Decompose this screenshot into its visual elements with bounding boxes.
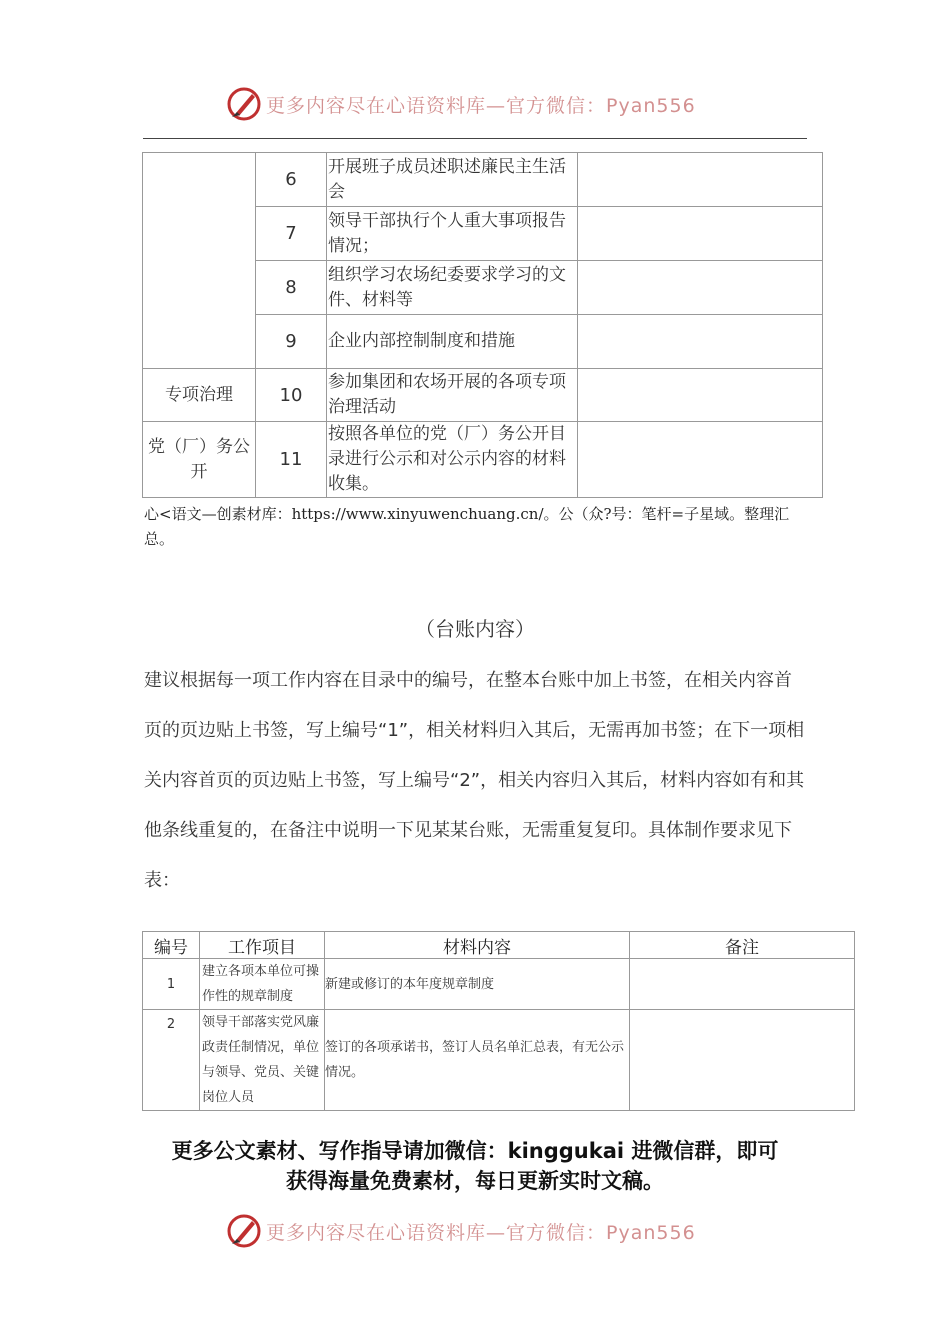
row-blank xyxy=(578,422,823,498)
table-row xyxy=(143,959,855,1010)
footer-brand xyxy=(226,1211,696,1251)
row-item: 领导干部落实党风廉政责任制情况，单位与领导、党员、关键岗位人员 xyxy=(200,1010,325,1111)
row-item: 建立各项本单位可操作性的规章制度 xyxy=(200,959,325,1010)
row-blank xyxy=(578,315,823,369)
row-item: 企业内部控制制度和措施 xyxy=(327,315,578,369)
row-number: 10 xyxy=(256,369,327,422)
brand-text: 更多内容尽在心语资料库—官方微信：Pyan556 xyxy=(266,1221,696,1244)
category-cell xyxy=(143,153,256,369)
row-number: 7 xyxy=(256,207,327,261)
brand-wechat-id: Pyan556 xyxy=(606,1221,696,1244)
pen-logo-icon xyxy=(226,1213,262,1249)
row-blank xyxy=(578,261,823,315)
row-number: 8 xyxy=(256,261,327,315)
instruction-paragraph: 建议根据每一项工作内容在目录中的编号，在整本台账中加上书签，在相关内容首页的页边贴上书签，写上编号“1”，相关材料归入其后，无需再加书签；在下一项相关内容首页的页边贴上书签，写上编号“2”，相关内容归入其后，材料内容如有和其他条线重复的，在备注中说明一下见某某台账，无需重复复印。具体制作要求见下表： xyxy=(144,670,805,891)
requirements-table xyxy=(142,931,855,1111)
table-row xyxy=(143,369,823,422)
row-note xyxy=(630,959,855,1010)
header-no: 编号 xyxy=(143,932,200,959)
row-content: 新建或修订的本年度规章制度 xyxy=(325,959,630,1010)
section-title: （台账内容） xyxy=(415,617,535,641)
footer-cta-line1: 更多公文素材、写作指导请加微信：kinggukai 进微信群，即可 xyxy=(171,1139,779,1163)
table-row xyxy=(143,153,823,207)
row-number: 6 xyxy=(256,153,327,207)
row-blank xyxy=(578,207,823,261)
source-note: 心<语文—创素材库：https://www.xinyuwenchuang.cn/。公（众?号：笔杆=子星域。整理汇总。 xyxy=(144,505,790,548)
row-content: 签订的各项承诺书，签订人员名单汇总表，有无公示情况。 xyxy=(325,1010,630,1111)
row-no: 1 xyxy=(143,959,200,1010)
row-item: 领导干部执行个人重大事项报告情况； xyxy=(327,207,578,261)
row-number: 11 xyxy=(256,422,327,498)
table-row xyxy=(143,422,823,498)
header-note: 备注 xyxy=(630,932,855,959)
category-cell: 专项治理 xyxy=(143,369,256,422)
header-brand xyxy=(226,84,696,124)
brand-text: 更多内容尽在心语资料库—官方微信：Pyan556 xyxy=(266,94,696,117)
row-no: 2 xyxy=(143,1010,200,1111)
row-blank xyxy=(578,369,823,422)
table-row xyxy=(143,1010,855,1111)
row-blank xyxy=(578,153,823,207)
category-cell: 党（厂）务公开 xyxy=(143,422,256,498)
footer-cta-line2: 获得海量免费素材，每日更新实时文稿。 xyxy=(286,1169,664,1193)
row-note xyxy=(630,1010,855,1111)
row-number: 9 xyxy=(256,315,327,369)
header-content: 材料内容 xyxy=(325,932,630,959)
header-divider xyxy=(143,138,807,139)
row-item: 参加集团和农场开展的各项专项治理活动 xyxy=(327,369,578,422)
row-item: 组织学习农场纪委要求学习的文件、材料等 xyxy=(327,261,578,315)
footer-cta xyxy=(0,1136,950,1196)
table-header-row xyxy=(143,932,855,959)
row-item: 开展班子成员述职述廉民主生活会 xyxy=(327,153,578,207)
brand-wechat-id: Pyan556 xyxy=(606,94,696,117)
supervision-table xyxy=(142,152,823,498)
header-item: 工作项目 xyxy=(200,932,325,959)
pen-logo-icon xyxy=(226,86,262,122)
row-item: 按照各单位的党（厂）务公开目录进行公示和对公示内容的材料收集。 xyxy=(327,422,578,498)
